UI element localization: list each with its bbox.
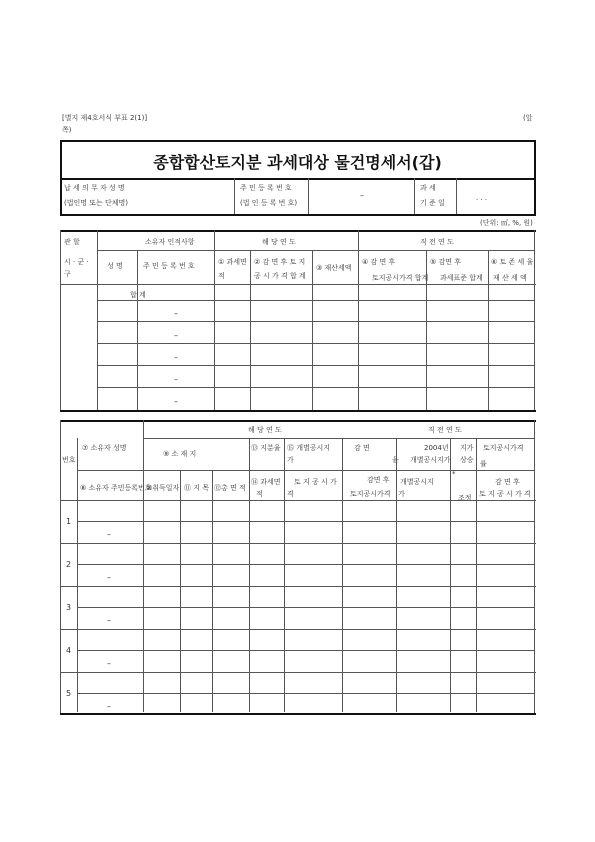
th-owner-id-2: ⑧ 소유자 주민등록번호	[80, 484, 152, 492]
divider	[214, 230, 215, 410]
th-owner-id: 주 민 등 록 번 호	[143, 262, 195, 270]
th-c3: ③ 재산세액	[316, 264, 352, 272]
taxpayer-id-dash: –	[360, 191, 364, 200]
divider	[77, 607, 534, 608]
th-p6b: 재 산 세 액	[493, 274, 527, 282]
divider	[450, 438, 451, 712]
form-reference: [별지 제4호서식 부표 2(1)]	[62, 114, 148, 122]
divider	[60, 543, 536, 544]
divider	[60, 284, 536, 285]
table2-bottom	[60, 713, 536, 715]
divider	[60, 672, 536, 673]
table1-left	[60, 230, 61, 412]
divider	[77, 438, 78, 712]
th-land-ratio: 지가	[460, 444, 474, 452]
divider	[97, 230, 98, 300]
page-side-label: (앞	[523, 114, 533, 122]
th-land-price: ⑬ 지분율	[251, 444, 281, 452]
divider	[488, 250, 489, 410]
divider	[308, 178, 309, 214]
th-acq-date: ⑩취득일자	[146, 484, 180, 492]
th-jurisdiction-3: 구	[64, 270, 71, 278]
divider	[97, 300, 534, 301]
tax-date-dots: . . .	[476, 194, 488, 202]
table1-right	[534, 230, 535, 412]
divider	[456, 178, 457, 214]
page-title: 종합합산토지분 과세대상 물건명세서(갑)	[153, 153, 442, 172]
frame-left	[60, 140, 62, 216]
th-total-area: ⑫총 면 적	[214, 484, 246, 492]
th-reduction-b: 율	[392, 456, 399, 464]
th-land-ratio-c: 률	[480, 460, 487, 468]
divider	[312, 250, 313, 410]
th-reduced-after-b: 토지공시가격	[350, 490, 391, 498]
th-prev-reduced-b: 토 지 공 시 가 격	[479, 490, 531, 498]
table2-right	[534, 420, 535, 714]
row-number: 3	[66, 603, 72, 612]
title-bottom-border	[60, 178, 536, 180]
th-c1: ① 과세면	[218, 258, 247, 266]
th-owner: 소유자 인적사항	[145, 238, 195, 246]
th2-current-year: 해 당 연 도	[248, 426, 282, 434]
divider	[180, 470, 181, 712]
th-prev-year: 직 전 연 도	[420, 238, 454, 246]
divider	[97, 300, 98, 410]
divider	[97, 343, 534, 344]
row-dash: –	[107, 573, 111, 582]
divider	[97, 365, 534, 366]
row-dash: –	[174, 353, 178, 362]
taxpayer-id-label-2: (법 인 등 록 번 호)	[240, 199, 298, 207]
th-land-pub-price-b: 격	[287, 490, 294, 498]
title-top-border	[60, 140, 536, 142]
th-owner-name: 성 명	[107, 262, 123, 270]
divider	[426, 250, 427, 410]
row-number: 2	[66, 560, 72, 569]
th-category: ⑪ 지 목	[184, 484, 209, 492]
divider	[234, 178, 235, 214]
row-dash: –	[107, 702, 111, 711]
th-owner-name-2: ⑦ 소유자 성명	[82, 444, 127, 452]
th-prev-indiv-b: 가	[398, 490, 405, 498]
divider	[212, 470, 213, 712]
th-jurisdiction-2: 시 · 군 ·	[64, 258, 89, 266]
divider	[284, 438, 285, 712]
th-p4: ④ 감 면 후	[362, 258, 396, 266]
row-dash: –	[174, 375, 178, 384]
row-number: 5	[66, 689, 72, 698]
divider	[77, 564, 534, 565]
th-prev-reduced: 감 면 후	[495, 478, 520, 486]
th-taxable-area: ⑭ 과세면	[251, 478, 281, 486]
th-c2b: 공 시 가 격 합 계	[254, 272, 306, 280]
divider	[396, 438, 397, 712]
th-p5b: 과세표준 합계	[440, 274, 483, 282]
th-mult: *	[452, 470, 456, 478]
divider	[60, 500, 536, 501]
divider	[414, 178, 415, 214]
unit-note: (단위: ㎡, %, 원)	[480, 219, 533, 227]
row-number: 1	[66, 517, 72, 526]
frame-right	[534, 140, 536, 216]
th-indiv-price-b: 가	[287, 456, 294, 464]
th-land-ratio-b: 상승	[460, 456, 474, 464]
th-p5: ⑤ 감면 후	[430, 258, 462, 266]
th-2004-b: 개별공시지가	[410, 456, 451, 464]
divider	[77, 521, 534, 522]
th-p4b: 토지공시가격 합계	[372, 274, 429, 282]
th-adjust: 조정	[458, 494, 472, 502]
table2-left	[60, 420, 61, 714]
divider	[342, 438, 343, 712]
tax-date-label-2: 기 준 일	[420, 199, 445, 207]
tax-date-label: 과 세	[420, 184, 436, 192]
th-land-pub-price: 토 지 공 시 가	[294, 478, 337, 486]
row-dash: –	[107, 659, 111, 668]
divider	[77, 470, 534, 471]
divider	[137, 250, 138, 410]
divider	[77, 693, 534, 694]
divider	[249, 438, 250, 712]
th-2004: 2004년	[424, 444, 449, 452]
row-number: 4	[66, 646, 72, 655]
th-c1b: 적	[218, 272, 225, 280]
th-taxable-area-b: 적	[256, 490, 263, 498]
page-side-label-2: 쪽)	[62, 126, 72, 134]
info-bottom-border	[60, 214, 536, 216]
divider	[97, 321, 534, 322]
divider	[60, 629, 536, 630]
th-reduction: 감 면	[354, 444, 370, 452]
th-reduced-after: 감면 후	[367, 476, 390, 484]
row-dash: –	[107, 616, 111, 625]
divider	[97, 250, 534, 251]
divider	[77, 650, 534, 651]
row-dash: –	[174, 331, 178, 340]
divider	[476, 438, 477, 712]
total-label: 합 계	[130, 291, 146, 299]
th-jurisdiction: 관 할	[64, 238, 80, 246]
taxpayer-name-label: 납 세 의 무 자 성 명	[64, 184, 125, 192]
th-location: ⑨ 소 재 지	[163, 450, 197, 458]
th-c2: ② 감 면 후 토 지	[254, 258, 306, 266]
row-dash: –	[107, 530, 111, 539]
taxpayer-id-label: 주 민 등 록 번 호	[240, 184, 292, 192]
table1-top	[60, 230, 536, 232]
th-no: 번호	[62, 456, 76, 464]
row-dash: –	[174, 309, 178, 318]
divider	[358, 230, 359, 410]
row-dash: –	[174, 397, 178, 406]
table1-bottom	[60, 410, 536, 412]
th-p6: ⑥ 토 존 세 율	[491, 258, 534, 266]
divider	[60, 586, 536, 587]
divider	[97, 387, 534, 388]
th-indiv-price: ⑮ 개별공시지	[287, 444, 331, 452]
th-current-year: 해 당 연 도	[262, 238, 296, 246]
th-prev-indiv: 개별공시지	[400, 478, 434, 486]
divider	[250, 250, 251, 410]
th-prev-pub: 토지공시가격	[483, 444, 524, 452]
table2-top	[60, 420, 536, 422]
th2-prev-year: 직 전 연 도	[428, 426, 462, 434]
taxpayer-name-label-2: (법인명 또는 단체명)	[64, 199, 129, 207]
divider	[143, 470, 144, 712]
